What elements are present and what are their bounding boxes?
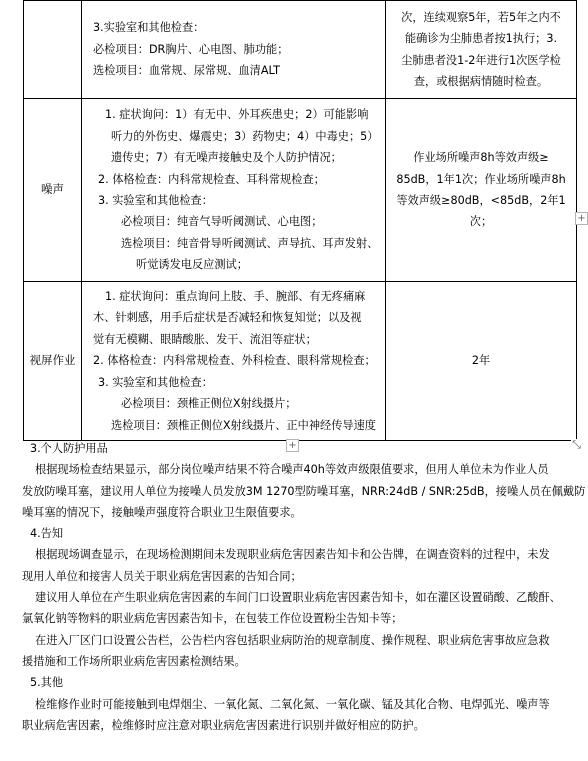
item-line: 木、针刺感，用手后症状是否减轻和恢复知觉；以及视 (93, 311, 362, 325)
text-line: 职业病危害因素，检维修时应注意对职业病危害因素进行识别并做好相应的防护。 (22, 718, 425, 732)
item-line: 遗传史；7）有无噪声接触史及个人防护情况； (111, 151, 342, 165)
item-line: 选检项目：纯音骨导听阈测试、声导抗、耳声发射、 (121, 236, 379, 250)
category-cell: 视屏作业 (24, 282, 82, 441)
paragraph (22, 587, 578, 630)
item-line: 3. 实验室和其他检查： (98, 375, 213, 389)
table-row-noise (24, 99, 577, 282)
text-line: 根据现场检查结果显示，部分岗位噪声结果不符合噪声40h等效声级限值要求，但用人单位未为作业人员 (35, 463, 549, 477)
text-line: 现用人单位和接害人员关于职业病危害因素的告知合同； (22, 569, 302, 583)
resize-handle-icon[interactable]: ⤡ (572, 438, 581, 451)
add-column-button[interactable]: + (575, 212, 588, 225)
frequency-cell: 2年 (386, 282, 577, 441)
item-line: 2. 体格检查：内科常规检查、外科检查、眼科常规检查； (93, 354, 376, 368)
item-line: 选检项目：血常规、尿常规、血清ALT (93, 64, 280, 78)
text-line: 氯氧化钠等物料的职业病危害因素告知卡，在包装工作位设置粉尘告知卡等； (22, 612, 403, 626)
paragraph (22, 459, 586, 523)
item-line: 必检项目：DR胸片、心电图、肺功能； (93, 42, 289, 56)
text-line: 根据现场调查显示，在现场检测期间未发现职业病危害因素告知卡和公告牌，在调查资料的过程中，未发 (35, 548, 550, 562)
items-cell (82, 282, 386, 441)
item-line: 2. 体格检查：内科常规检查、耳科常规检查； (98, 172, 325, 186)
frequency-line: 作业场所噪声8h等效声级≥ (413, 151, 549, 165)
frequency-cell (386, 99, 577, 282)
table-row-dust-continued (24, 1, 577, 99)
text-line: 在进入厂区门口设置公告栏，公告栏内容包括职业病防治的规章制度、操作规程、职业病危害事故应急救 (35, 633, 550, 647)
frequency-cell (386, 1, 577, 99)
section-heading: 3.个人防护用品 (30, 442, 108, 455)
item-line: 1. 症状询问：1）有无中、外耳疾患史；2）可能影响 (105, 108, 369, 122)
items-cell (82, 1, 386, 99)
text-line: 检维修作业时可能接触到电焊烟尘、一氧化氮、二氧化氮、一氧化碳、锰及其化合物、电焊弧光、噪声等 (35, 697, 550, 711)
paragraph (22, 544, 578, 587)
frequency-line: 能确诊为尘肺患者按1执行；3. (404, 32, 558, 46)
section-heading: 5.其他 (30, 676, 64, 690)
paragraph (22, 694, 578, 737)
item-line: 觉有无模糊、眼睛酸胀、发干、流泪等症状； (93, 332, 317, 346)
paragraph (22, 630, 578, 673)
item-line: 听觉诱发电反应测试； (136, 258, 248, 272)
text-line: 援措施和工作场所职业病危害因素检测结果。 (22, 654, 246, 668)
category-cell: 噪声 (24, 99, 82, 282)
text-line: 建议用人单位在产生职业病危害因素的车间门口设置职业病危害因素告知卡，如在灌区设置硝酸、乙酸酐、 (35, 591, 561, 605)
item-line: 3. 实验室和其他检查： (98, 194, 213, 207)
table-row-screen-work (24, 282, 577, 441)
frequency-line: 等效声级≥80dB，<85dB，2年1 (396, 194, 566, 207)
item-line: 3.实验室和其他检查： (93, 21, 205, 35)
frequency-line: 次，连续观察5年，若5年之内不 (401, 10, 561, 24)
frequency-line: 85dB，1年1次；作业场所噪声8h (396, 172, 566, 186)
frequency-line: 尘肺患者没1-2年进行1次医学检 (401, 53, 561, 67)
item-line: 听力的外伤史、爆震史；3）药物史；4）中毒史；5） (111, 129, 379, 143)
text-line: 发放防噪耳塞，建议用人单位为接噪人员发放3M 1270型防噪耳塞，NRR:24dB / SNR:25dB，接噪人员在佩戴防 (22, 484, 586, 498)
item-line: 必检项目：纯音气导听阈测试、心电图； (121, 215, 323, 229)
frequency-line: 次； (469, 215, 493, 229)
health-exam-table (23, 0, 577, 441)
item-line: 选检项目：颈椎正侧位X射线摄片、正中神经传导速度 (111, 418, 376, 432)
item-line: 必检项目：颈椎正侧位X射线摄片； (121, 397, 297, 411)
item-line: 1. 症状询问：重点询问上肢、手、腕部、有无疼痛麻 (105, 290, 366, 304)
frequency-line: 查，或根据病情随时检查。 (413, 74, 549, 88)
text-line: 噪耳塞的情况下，接触噪声强度符合职业卫生限值要求。 (22, 505, 302, 519)
category-cell (24, 1, 82, 99)
section-heading: 4.告知 (30, 527, 64, 541)
items-cell (82, 99, 386, 282)
document-body (22, 438, 586, 736)
add-row-button[interactable]: + (286, 439, 299, 452)
